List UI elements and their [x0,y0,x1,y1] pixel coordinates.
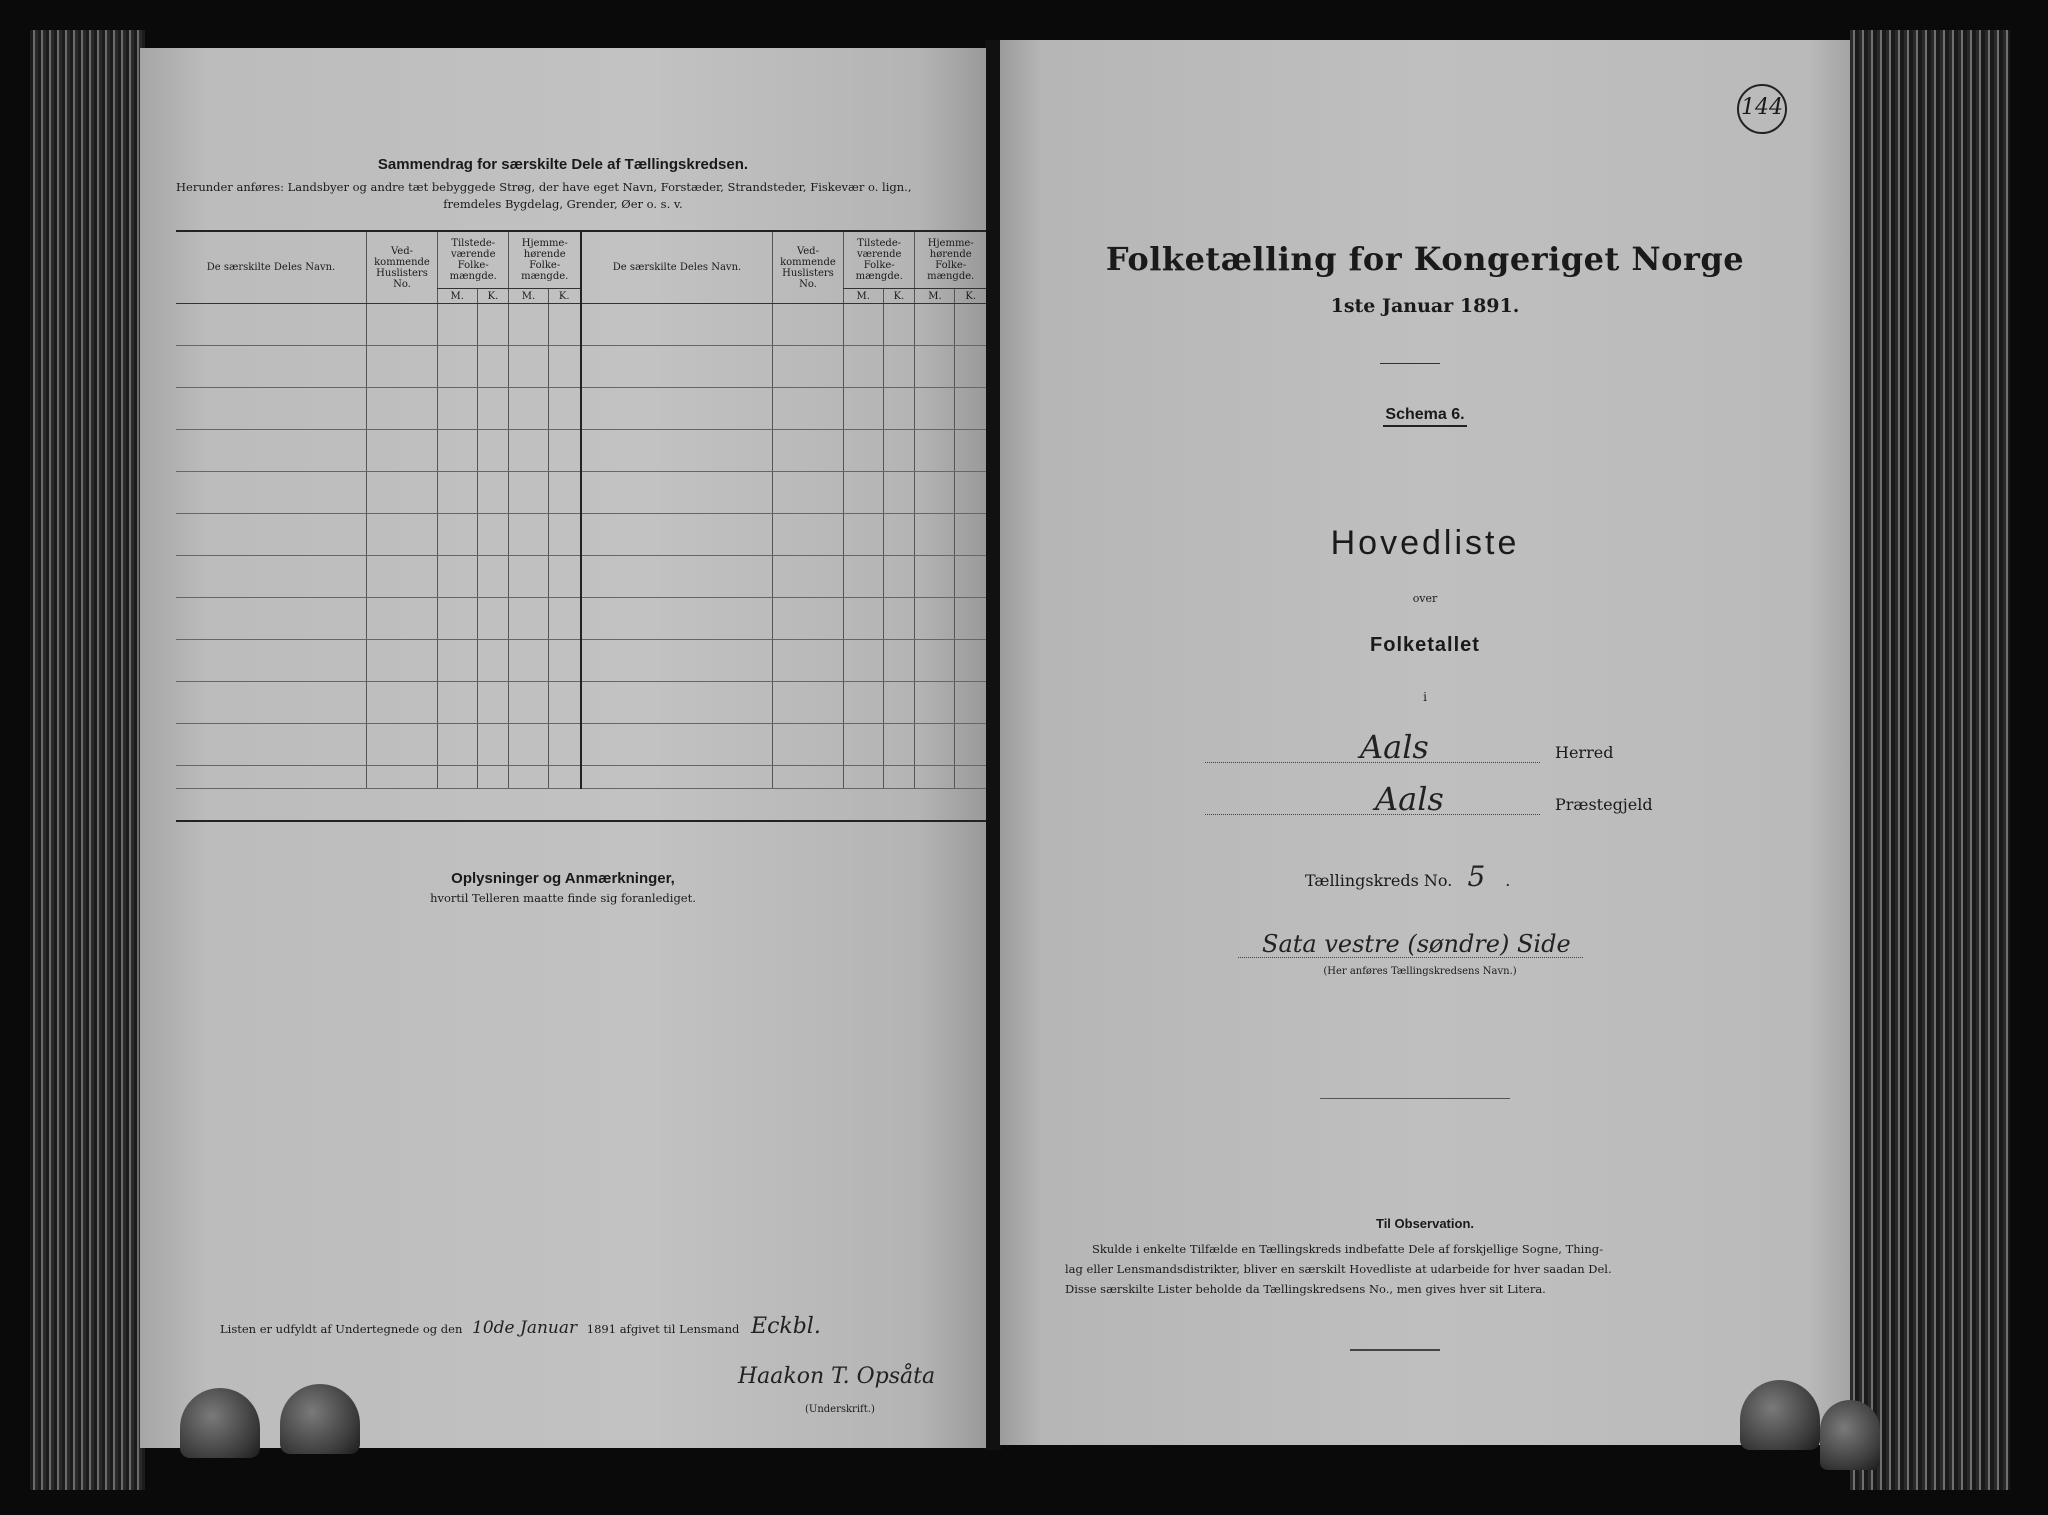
summary-table-cell [509,514,548,556]
summary-table-cell [883,472,915,514]
summary-table-row [176,766,986,789]
summary-table-cell [367,472,438,514]
summary-table-cell [955,556,986,598]
summary-table-cell [915,556,955,598]
summary-table-cell [438,682,478,724]
summary-table-cell [367,766,438,789]
summary-table-row [176,304,986,346]
summary-table-cell [883,682,915,724]
page-number-text: 144 [1741,95,1783,120]
summary-table-cell [367,430,438,472]
summary-table-cell [438,430,478,472]
summary-table-cell [176,598,367,640]
summary-table-cell [915,766,955,789]
col-header-vedk-2: Ved-kommende Huslisters No. [772,231,843,304]
summary-table-cell [581,640,773,682]
summary-table-cell [772,640,843,682]
summary-table-cell [477,640,509,682]
summary-table-cell [176,640,367,682]
summary-table-cell [438,724,478,766]
summary-table-cell [843,430,883,472]
summary-table-cell [477,514,509,556]
summary-table-cell [955,766,986,789]
summary-table-cell [509,640,548,682]
summary-table-cell [581,514,773,556]
summary-table-cell [548,682,581,724]
summary-table-cell [843,304,883,346]
kreds-value: 5 [1467,860,1486,893]
summary-table-cell [548,430,581,472]
summary-table-row [176,556,986,598]
signoff-text [220,1314,821,1339]
summary-table-cell [548,556,581,598]
summary-table-cell [477,472,509,514]
summary-table-body [176,304,986,789]
summary-table-cell [367,598,438,640]
col-k: K. [477,289,509,304]
summary-table-cell [438,640,478,682]
summary-table-cell [883,388,915,430]
summary-title: Sammendrag for særskilte Dele af Tællingskredsen. [377,156,749,173]
summary-table-cell [581,556,773,598]
summary-table-cell [548,304,581,346]
summary-table-row [176,388,986,430]
col-k: K. [548,289,581,304]
census-title: Folketælling for Kongeriget Norge [1105,240,1745,278]
summary-table-cell [772,682,843,724]
summary-table-cell [772,556,843,598]
summary-table-cell [367,724,438,766]
census-date: 1ste Januar 1891. [1330,295,1520,317]
summary-table-cell [176,304,367,346]
summary-table-cell [843,724,883,766]
kreds-name-value: Sata vestre (søndre) Side [1262,930,1571,958]
signoff-date: 10de Januar [472,1318,578,1338]
summary-table-cell [955,304,986,346]
summary-table-cell [915,724,955,766]
summary-table-cell [955,472,986,514]
summary-table-cell [438,472,478,514]
summary-table-cell [367,514,438,556]
summary-table-cell [548,472,581,514]
summary-table-row [176,472,986,514]
summary-table-cell [176,430,367,472]
summary-table-cell [772,346,843,388]
summary-table-cell [883,514,915,556]
summary-table-cell [581,346,773,388]
summary-table-row [176,724,986,766]
summary-table-cell [477,724,509,766]
summary-table-cell [509,346,548,388]
prestegjeld-label: Præstegjeld [1555,795,1653,814]
summary-table-cell [509,430,548,472]
page-number [1737,84,1787,134]
kreds-label: Tællingskreds No. [1305,871,1453,890]
summary-table-cell [509,472,548,514]
summary-table-cell [548,346,581,388]
signature: Haakon T. Opsåta [738,1364,936,1389]
summary-table-cell [548,514,581,556]
summary-table-cell [772,430,843,472]
summary-table-cell [581,724,773,766]
summary-table-cell [176,556,367,598]
book-gutter [985,40,1001,1450]
summary-table-cell [915,682,955,724]
col-header-tilst-2: Tilstede-værende Folke-mængde. [843,231,914,289]
summary-table-cell [915,388,955,430]
summary-table-cell [915,304,955,346]
left-thumb-2 [280,1384,360,1454]
col-header-hjem: Hjemme-hørende Folke-mængde. [509,231,581,289]
summary-table-row [176,598,986,640]
summary-table-cell [367,682,438,724]
left-page-edges [30,30,145,1490]
summary-table-cell [581,388,773,430]
summary-table-cell [367,304,438,346]
summary-table-cell [477,388,509,430]
summary-table-cell [843,346,883,388]
summary-table-row [176,640,986,682]
summary-table-cell [772,766,843,789]
observation-line3: Disse særskilte Lister beholde da Tællingskredsens No., men gives hver sit Litera. [1065,1282,1546,1296]
lensmand-name: Eckbl. [751,1314,821,1339]
observation-title: Til Observation. [1375,1216,1474,1231]
summary-table-cell [843,682,883,724]
summary-table-cell [883,304,915,346]
summary-table-cell [915,472,955,514]
over-label: over [1412,592,1438,605]
summary-table-row [176,514,986,556]
summary-table-cell [367,640,438,682]
summary-table-cell [176,682,367,724]
prestegjeld-value: Aals [1375,780,1444,818]
right-thumb [1740,1380,1820,1450]
summary-table-cell [509,388,548,430]
summary-table-cell [509,304,548,346]
col-k: K. [883,289,915,304]
summary-table-cell [915,598,955,640]
summary-table-cell [477,430,509,472]
summary-table-cell [438,388,478,430]
summary-table-cell [438,556,478,598]
col-m: M. [438,289,478,304]
col-m: M. [915,289,955,304]
summary-table-row [176,346,986,388]
summary-table-cell [772,598,843,640]
col-header-hjem-2: Hjemme-hørende Folke-mængde. [915,231,986,289]
summary-table-cell [581,472,773,514]
summary-table-cell [955,682,986,724]
title-divider [1380,363,1440,364]
summary-table-cell [915,640,955,682]
summary-table-cell [843,388,883,430]
summary-table-cell [955,388,986,430]
kreds-name-note: (Her anføres Tællingskredsens Navn.) [1323,966,1517,977]
signoff-year: 1891 afgivet til Lensmand [586,1322,740,1336]
observation-line1: Skulde i enkelte Tilfælde en Tællingskreds indbefatte Dele af forskjellige Sogne, Thing- [1092,1242,1604,1256]
right-thumb-2 [1820,1400,1880,1470]
summary-table-cell [843,472,883,514]
bottom-divider [1350,1349,1440,1351]
summary-description-line1: Herunder anføres: Landsbyer og andre tæt bebyggede Strøg, der have eget Navn, Forstæder, Strandsteder, Fiskevær o. lign., [176,180,912,194]
table-bottom-rule [176,820,986,822]
summary-table-cell [843,598,883,640]
col-k: K. [955,289,986,304]
summary-table-cell [772,514,843,556]
summary-table-cell [438,598,478,640]
summary-table-cell [509,724,548,766]
prestegjeld-line [1205,814,1540,815]
summary-table-cell [915,514,955,556]
summary-table-cell [772,388,843,430]
summary-table-cell [883,640,915,682]
summary-table-cell [548,724,581,766]
summary-description-line2: fremdeles Bygdelag, Grender, Øer o. s. v. [443,197,683,211]
summary-table-cell [581,766,773,789]
col-m: M. [509,289,548,304]
summary-table-cell [772,472,843,514]
summary-table-cell [176,724,367,766]
summary-table-cell [477,304,509,346]
summary-table-cell [955,430,986,472]
summary-table-cell [955,346,986,388]
summary-table-cell [843,556,883,598]
notes-title: Oplysninger og Anmærkninger, [451,870,675,887]
summary-table-cell [548,598,581,640]
left-thumb [180,1388,260,1458]
summary-table-cell [367,346,438,388]
folketallet-heading: Folketallet [1370,634,1480,656]
summary-table-cell [772,304,843,346]
summary-table-cell [176,514,367,556]
summary-table-cell [883,346,915,388]
summary-table-cell [955,640,986,682]
underskrift-label: (Underskrift.) [805,1404,875,1415]
right-page-edges [1850,30,2010,1490]
kreds-number: Tællingskreds No. 5 . [1305,860,1511,893]
col-header-vedk: Ved-kommende Huslisters No. [367,231,438,304]
signoff-prefix: Listen er udfyldt af Undertegnede og den [220,1322,463,1336]
summary-table-cell [915,430,955,472]
summary-table-cell [843,766,883,789]
summary-table-cell [883,556,915,598]
summary-table-cell [548,640,581,682]
summary-table-cell [438,514,478,556]
right-page [1000,40,1850,1445]
summary-table-cell [548,388,581,430]
summary-table-cell [581,682,773,724]
herred-value: Aals [1360,728,1429,766]
i-label: i [1423,690,1427,704]
summary-table-cell [176,472,367,514]
summary-table-row [176,682,986,724]
summary-table-cell [883,430,915,472]
summary-table-cell [176,346,367,388]
summary-table-cell [477,766,509,789]
left-page [140,48,986,1448]
summary-table-cell [955,514,986,556]
summary-table-cell [477,346,509,388]
mid-divider [1320,1098,1510,1099]
summary-table-cell [581,304,773,346]
summary-table-cell [509,766,548,789]
col-header-tilst: Tilstede-værende Folke-mængde. [438,231,509,289]
summary-table-cell [477,682,509,724]
summary-table-cell [883,598,915,640]
summary-table-cell [509,598,548,640]
summary-table-cell [509,682,548,724]
summary-table-cell [883,766,915,789]
summary-table-cell [438,346,478,388]
col-header-name-2: De særskilte Deles Navn. [581,231,773,304]
summary-table-cell [548,766,581,789]
summary-table-cell [367,388,438,430]
summary-table-cell [955,598,986,640]
summary-table-cell [772,724,843,766]
schema-text: Schema 6. [1383,406,1466,427]
summary-table-cell [438,304,478,346]
schema-label [1000,406,1850,424]
summary-table-row [176,430,986,472]
summary-table-cell [477,598,509,640]
summary-table-cell [581,598,773,640]
col-header-name: De særskilte Deles Navn. [176,231,367,304]
summary-table-cell [915,346,955,388]
summary-table-cell [176,766,367,789]
summary-table-cell [176,388,367,430]
col-m: M. [843,289,883,304]
hovedliste-heading: Hovedliste [1330,524,1520,562]
summary-table [176,230,986,789]
summary-table-cell [367,556,438,598]
observation-line2: lag eller Lensmandsdistrikter, bliver en særskilt Hovedliste at udarbeide for hver saadan Del. [1065,1262,1612,1276]
summary-table-cell [477,556,509,598]
summary-table-cell [955,724,986,766]
summary-table-cell [509,556,548,598]
herred-label: Herred [1555,743,1614,762]
summary-table-cell [843,514,883,556]
summary-table-cell [883,724,915,766]
summary-table-cell [581,430,773,472]
notes-subtitle: hvortil Telleren maatte finde sig foranlediget. [430,891,696,905]
summary-table-cell [843,640,883,682]
summary-table-cell [438,766,478,789]
